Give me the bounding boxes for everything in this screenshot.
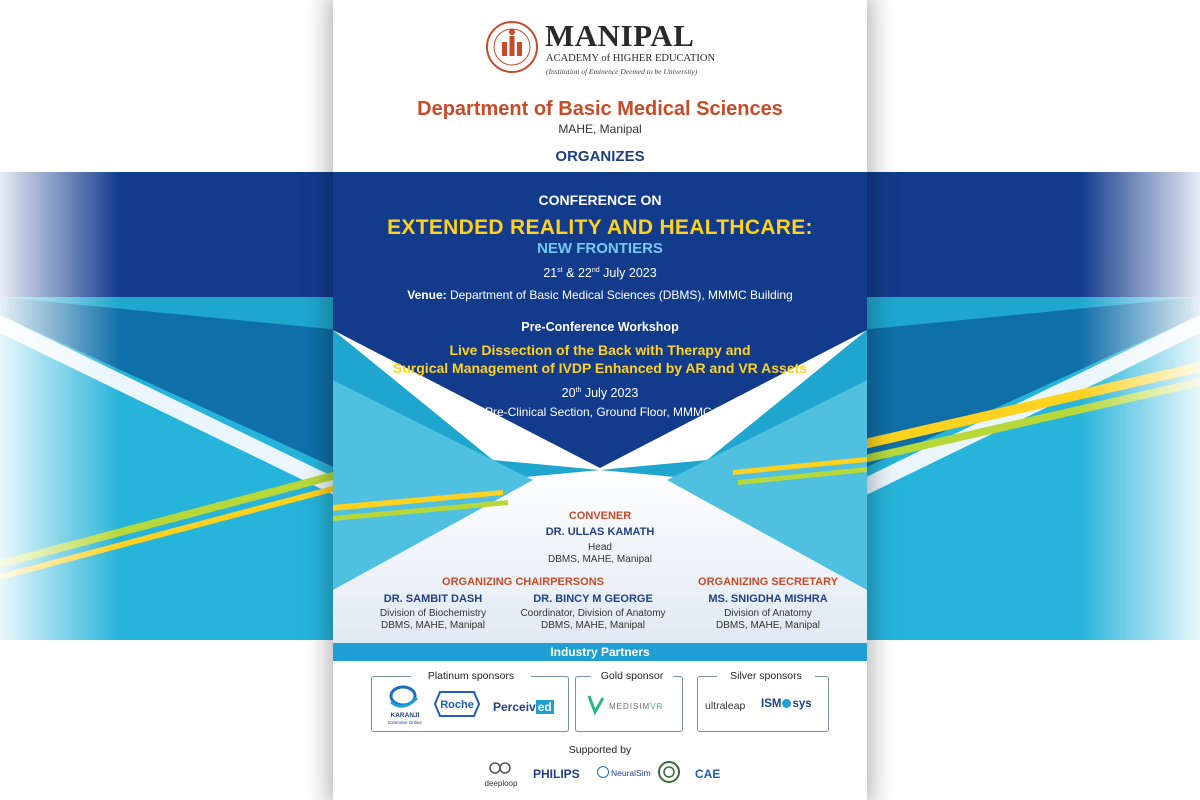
secretary-position: Division of Anatomy (724, 608, 812, 619)
conference-venue: Venue: Department of Basic Medical Sciences (DBMS), MMMC Building (407, 288, 793, 302)
svg-text:MEDISIMVR: MEDISIMVR (609, 702, 664, 711)
conference-label: CONFERENCE ON (538, 192, 662, 208)
neuralsim-logo: NeuralSim (597, 766, 651, 778)
conference-title: EXTENDED REALITY AND HEALTHCARE: (387, 216, 813, 239)
medisimvr-logo-icon (585, 692, 675, 718)
workshop-venue: Venue: Pre-Clinical Section, Ground Floor, MMMC Building (442, 405, 758, 419)
secretary-role: ORGANIZING SECRETARY (698, 576, 838, 588)
workshop-date: 20th July 2023 (561, 386, 639, 400)
secretary-name: MS. SNIGDHA MISHRA (708, 593, 828, 605)
convener-affiliation: DBMS, MAHE, Manipal (548, 554, 652, 565)
workshop-title-line1: Live Dissection of the Back with Therapy and (449, 342, 751, 358)
svg-text:KARANJI: KARANJI (390, 712, 420, 719)
cae-logo: CAE (695, 767, 721, 781)
secretary-affiliation: DBMS, MAHE, Manipal (716, 620, 820, 631)
ultraleap-logo: ultraleap (705, 700, 746, 712)
conference-poster (333, 0, 867, 800)
manipal-emblem-icon (485, 20, 539, 76)
supported-by-label: Supported by (568, 744, 632, 756)
perceived-logo: Perceiv ed (493, 700, 552, 714)
platinum-sponsors-label: Platinum sponsors (411, 670, 531, 682)
conference-dates: 21st & 22nd July 2023 (543, 266, 657, 280)
karanji-logo-icon (383, 684, 427, 726)
deeploop-logo-icon (481, 760, 521, 790)
chairpersons-role: ORGANIZING CHAIRPERSONS (442, 576, 604, 588)
gold-sponsor-label: Gold sponsor (591, 670, 673, 682)
convener-role: CONVENER (568, 510, 632, 522)
department-place: MAHE, Manipal (558, 122, 642, 136)
logo-tagline: (Institution of Eminence Deemed to be University) (546, 67, 698, 76)
convener-position: Head (588, 542, 612, 553)
workshop-label: Pre-Conference Workshop (521, 320, 679, 334)
emblem-seal-icon (657, 760, 681, 784)
industry-partners-label: Industry Partners (550, 645, 650, 659)
roche-logo-icon (434, 690, 480, 718)
convener-name: DR. ULLAS KAMATH (545, 526, 655, 538)
philips-logo: PHILIPS (533, 767, 580, 781)
chairperson-affiliation: DBMS, MAHE, Manipal (541, 620, 645, 631)
conference-subtitle: NEW FRONTIERS (537, 240, 663, 257)
workshop-title-line2: Surgical Management of IVDP Enhanced by AR and VR Assets (392, 360, 808, 376)
svg-text:Extensive Online: Extensive Online (388, 720, 422, 725)
svg-text:deeploop: deeploop (484, 779, 518, 788)
svg-text:Roche: Roche (440, 699, 474, 711)
chairperson-position: Coordinator, Division of Anatomy (520, 608, 666, 619)
chairperson-position: Division of Biochemistry (379, 608, 487, 619)
chairperson-name: DR. SAMBIT DASH (383, 593, 483, 605)
logo-name: MANIPAL (545, 18, 695, 53)
organizes-label: ORGANIZES (555, 148, 645, 165)
ismosys-logo: ISM sys (761, 698, 812, 710)
chairperson-name: DR. BINCY M GEORGE (533, 593, 653, 605)
chairperson-affiliation: DBMS, MAHE, Manipal (381, 620, 485, 631)
silver-sponsors-label: Silver sponsors (717, 670, 815, 682)
logo-subtitle: ACADEMY of HIGHER EDUCATION (546, 53, 716, 64)
department-title: Department of Basic Medical Sciences (417, 98, 783, 120)
